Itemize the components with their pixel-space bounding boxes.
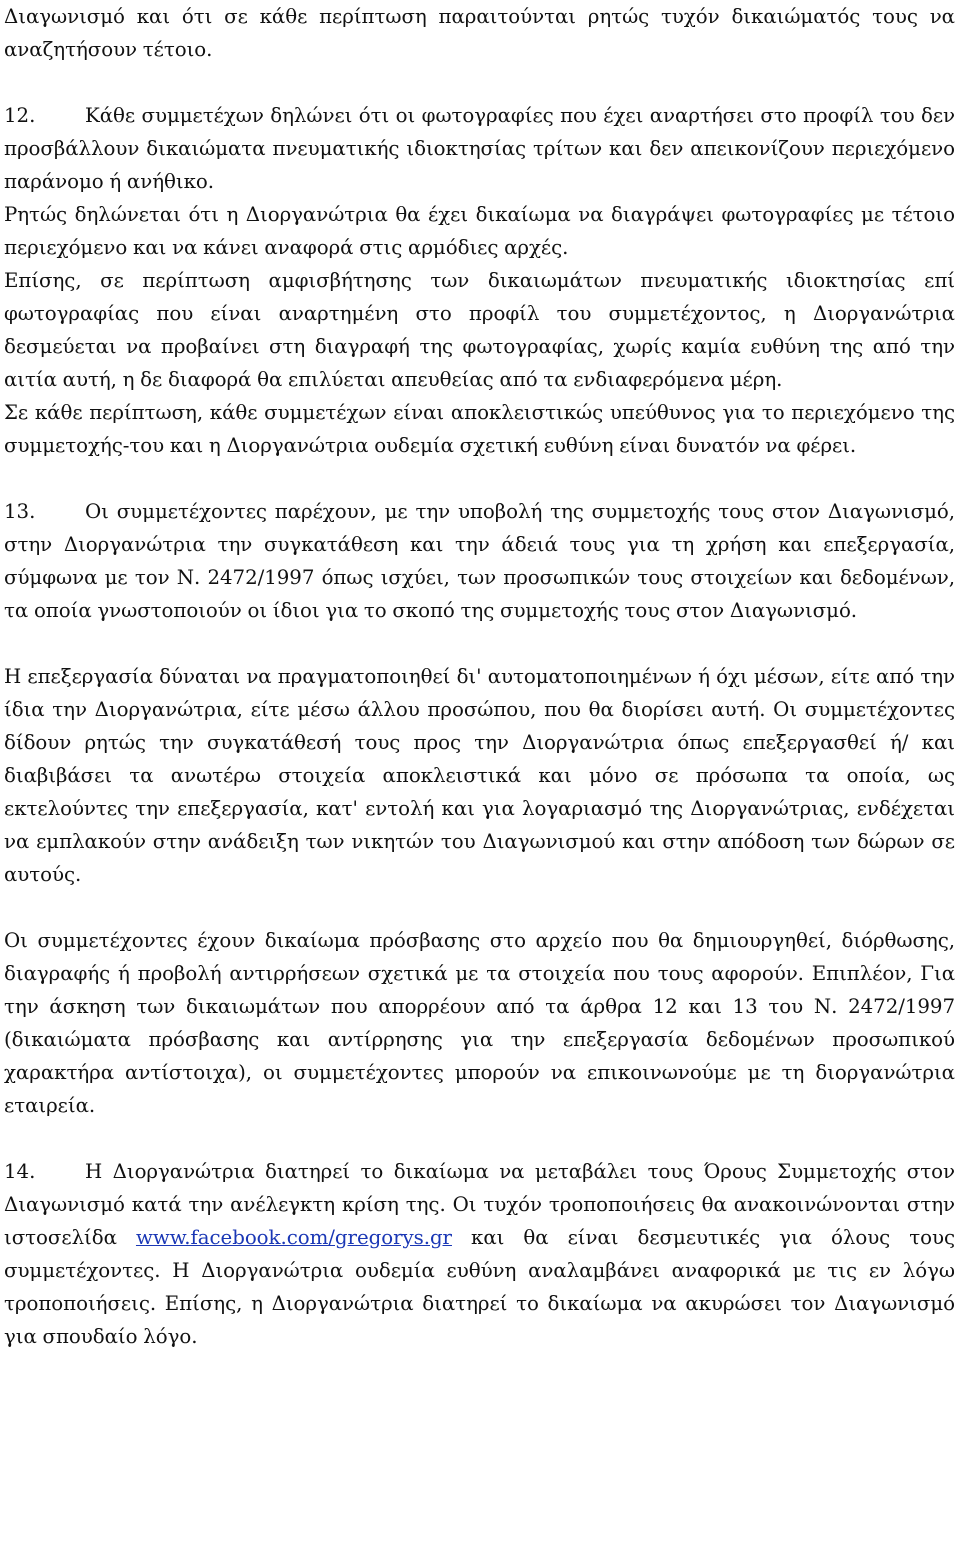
section-12-number: 12.: [4, 104, 36, 127]
section-14: [4, 1155, 955, 1353]
section-12-paragraph-1: [4, 99, 955, 198]
paragraph-continuation: Διαγωνισμό και ότι σε κάθε περίπτωση παραιτούνται ρητώς τυχόν δικαιώματός τους να αναζητήσουν τέτοιο.: [4, 5, 955, 61]
section-12: [4, 99, 955, 462]
section-13-number: 13.: [4, 500, 36, 523]
section-13-paragraph-2: Η επεξεργασία δύναται να πραγματοποιηθεί δι' αυτοματοποιημένων ή όχι μέσων, είτε από την ίδια την Διοργανώτρια, είτε μέσω άλλου προσώπου, που θα διορίσει αυτή. Οι συμμετέχοντες δίδουν ρητώς την συγκατάθεσή τους προς την Διοργανώτρια όπως επεξεργασθεί ή/ και διαβιβάσει τα ανωτέρω στοιχεία αποκλειστικά και μόνο σε πρόσωπα τα οποία, ως εκτελούντες την επεξεργασία, κατ' εντολή και για λογαριασμό της Διοργανώτριας, ενδέχεται να εμπλακούν στην ανάδειξη των νικητών του Διαγωνισμού και στην απόδοση των δώρων σε αυτούς.: [4, 665, 955, 886]
section-14-number: 14.: [4, 1160, 36, 1183]
section-14-paragraph: [4, 1155, 955, 1353]
section-13-paragraph-3: Οι συμμετέχοντες έχουν δικαίωμα πρόσβασης στο αρχείο που θα δημιουργηθεί, διόρθωσης, διαγραφής ή προβολή αντιρρήσεων σχετικά με τα στοιχεία που τους αφορούν. Επιπλέον, Για την άσκηση των δικαιωμάτων που απορρέουν από τα άρθρα 12 και 13 του Ν. 2472/1997 (δικαιώματα πρόσβασης και αντίρρησης για την επεξεργασία δεδομένων προσωπικού χαρακτήρα αντίστοιχα), οι συμμετέχοντες μπορούν να επικοινωνούμε με τη διοργανώτρια εταιρεία.: [4, 929, 955, 1117]
section-12-paragraph-4: Σε κάθε περίπτωση, κάθε συμμετέχων είναι αποκλειστικώς υπεύθυνος για το περιεχόμενο της συμμετοχής-του και η Διοργανώτρια ουδεμία σχετική ευθύνη είναι δυνατόν να φέρει.: [4, 401, 955, 457]
section-12-paragraph-3: Επίσης, σε περίπτωση αμφισβήτησης των δικαιωμάτων πνευματικής ιδιοκτησίας επί φωτογραφίας που είναι αναρτημένη στο προφίλ του συμμετέχοντος, η Διοργανώτρια δεσμεύεται να προβαίνει στη διαγραφή της φωτογραφίας, χωρίς καμία ευθύνη της από την αιτία αυτή, η δε διαφορά θα επιλύεται απευθείας από τα ενδιαφερόμενα μέρη.: [4, 269, 955, 391]
section-13: [4, 495, 955, 1122]
section-13-text-1: Οι συμμετέχοντες παρέχουν, με την υποβολή της συμμετοχής τους στον Διαγωνισμό, στην Διοργανώτρια την συγκατάθεση και την άδειά τους για τη χρήση και επεξεργασία, σύμφωνα με τον Ν. 2472/1997 όπως ισχύει, των προσωπικών τους στοιχείων και δεδομένων, τα οποία γνωστοποιούν οι ίδιοι για το σκοπό της συμμετοχής τους στον Διαγωνισμό.: [4, 500, 955, 622]
section-12-paragraph-2: Ρητώς δηλώνεται ότι η Διοργανώτρια θα έχει δικαίωμα να διαγράψει φωτογραφίες με τέτοιο περιεχόμενο και να κάνει αναφορά στις αρμόδιες αρχές.: [4, 203, 955, 259]
section-14-text-after-link: και θα είναι δεσμευτικές για όλους τους συμμετέχοντες. Η Διοργανώτρια ουδεμία ευθύνη αναλαμβάνει αναφορικά με τις εν λόγω τροποποιήσεις. Επίσης, η Διοργανώτρια διατηρεί το δικαίωμα να ακυρώσει τον Διαγωνισμό για σπουδαίο λόγο.: [4, 1226, 955, 1348]
section-12-text-1: Κάθε συμμετέχων δηλώνει ότι οι φωτογραφίες που έχει αναρτήσει στο προφίλ του δεν προσβάλλουν δικαιώματα πνευματικής ιδιοκτησίας τρίτων και δεν απεικονίζουν περιεχόμενο παράνομο ή ανήθικο.: [4, 104, 955, 193]
section-13-paragraph-1: [4, 495, 955, 627]
facebook-link[interactable]: www.facebook.com/gregorys.gr: [135, 1226, 452, 1249]
section-14-text-before-link: Η Διοργανώτρια διατηρεί το δικαίωμα να μεταβάλει τους Όρους Συμμετοχής στον Διαγωνισμό κατά την ανέλεγκτη κρίση της. Οι τυχόν τροποποιήσεις θα ανακοινώνονται στην ιστοσελίδα: [4, 1160, 955, 1249]
